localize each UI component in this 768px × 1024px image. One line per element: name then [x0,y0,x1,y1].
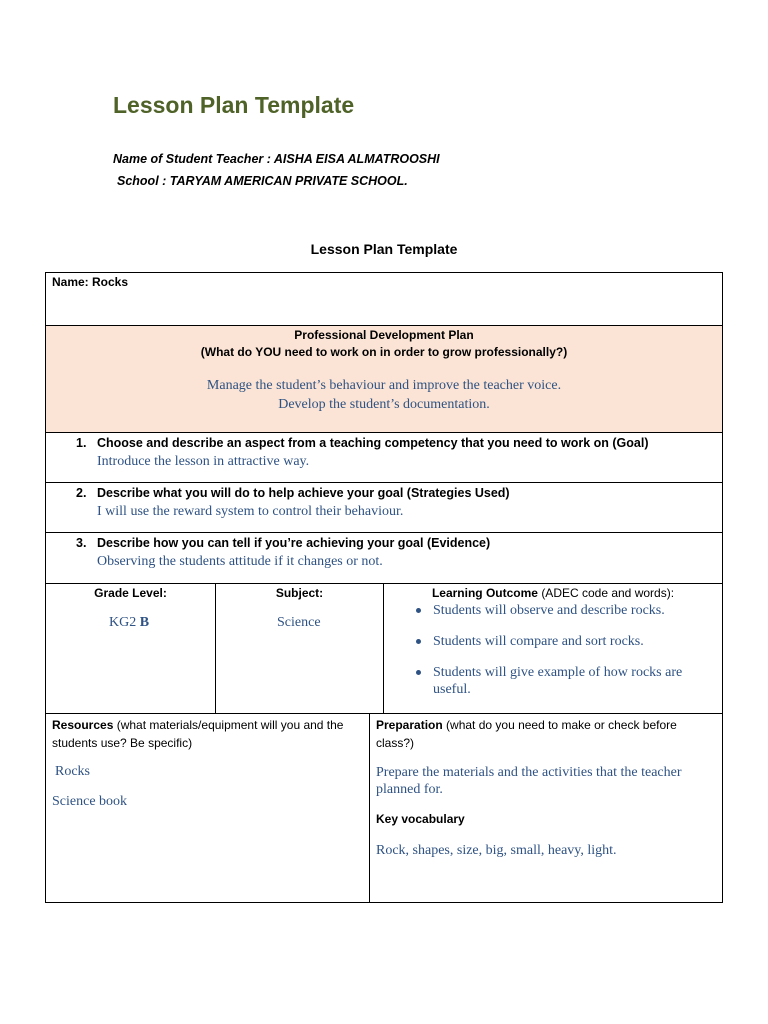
document-title: Lesson Plan Template [113,92,355,118]
resource-item-rocks: Rocks [55,764,90,779]
outcome-item: Students will compare and sort rocks. [412,633,712,650]
school-name: School : TARYAM AMERICAN PRIVATE SCHOOL. [117,174,408,188]
evidence-row [45,532,723,584]
key-vocabulary-label: Key vocabulary [376,812,465,826]
strategies-row [45,482,723,533]
outcome-label: Learning Outcome (ADEC code and words): [431,586,675,600]
goal-number: 1. [76,436,87,450]
strategies-answer: I will use the reward system to control their behaviour. [97,504,404,519]
subject-value: Science [277,615,321,630]
goal-answer: Introduce the lesson in attractive way. [97,454,310,469]
preparation-label: Preparation (what do you need to make or check before class?) [376,718,677,750]
outcome-item: Students will give example of how rocks are useful. [412,664,712,698]
preparation-text: Prepare the materials and the activities that the teacher planned for. [376,765,682,797]
evidence-question: Describe how you can tell if you’re achieving your goal (Evidence) [97,536,491,550]
subject-cell [215,583,384,714]
table-title: Lesson Plan Template [310,241,458,257]
strategies-number: 2. [76,486,87,500]
evidence-answer: Observing the students attitude if it changes or not. [97,554,383,569]
resources-cell [45,713,370,903]
student-teacher-name: Name of Student Teacher : AISHA EISA ALMATROOSHI [113,152,440,166]
subject-label: Subject: [275,586,324,600]
pdp-line-1: Manage the student’s behaviour and improve the teacher voice. [206,378,562,393]
preparation-cell [369,713,723,903]
goal-question: Choose and describe an aspect from a teaching competency that you need to work on (Goal) [97,436,649,450]
resources-label: Resources (what materials/equipment will you and the students use? Be specific) [52,718,344,750]
evidence-number: 3. [76,536,87,550]
outcome-cell [383,583,723,714]
pdp-section [45,325,723,433]
pdp-subheading: (What do YOU need to work on in order to grow professionally?) [200,345,568,359]
strategies-question: Describe what you will do to help achieve your goal (Strategies Used) [97,486,510,500]
key-vocabulary-text: Rock, shapes, size, big, small, heavy, light. [376,843,617,858]
goal-row [45,432,723,483]
name-row [45,272,723,326]
grade-label: Grade Level: [94,586,167,600]
lesson-name-label: Name: Rocks [52,275,129,289]
grade-value: KG2 B [109,615,150,630]
outcome-item: Students will observe and describe rocks. [412,602,712,619]
outcome-list [412,602,712,712]
grade-cell [45,583,216,714]
pdp-line-2: Develop the student’s documentation. [278,397,490,412]
resource-item-science-book: Science book [52,794,128,809]
pdp-heading: Professional Development Plan [294,328,474,342]
